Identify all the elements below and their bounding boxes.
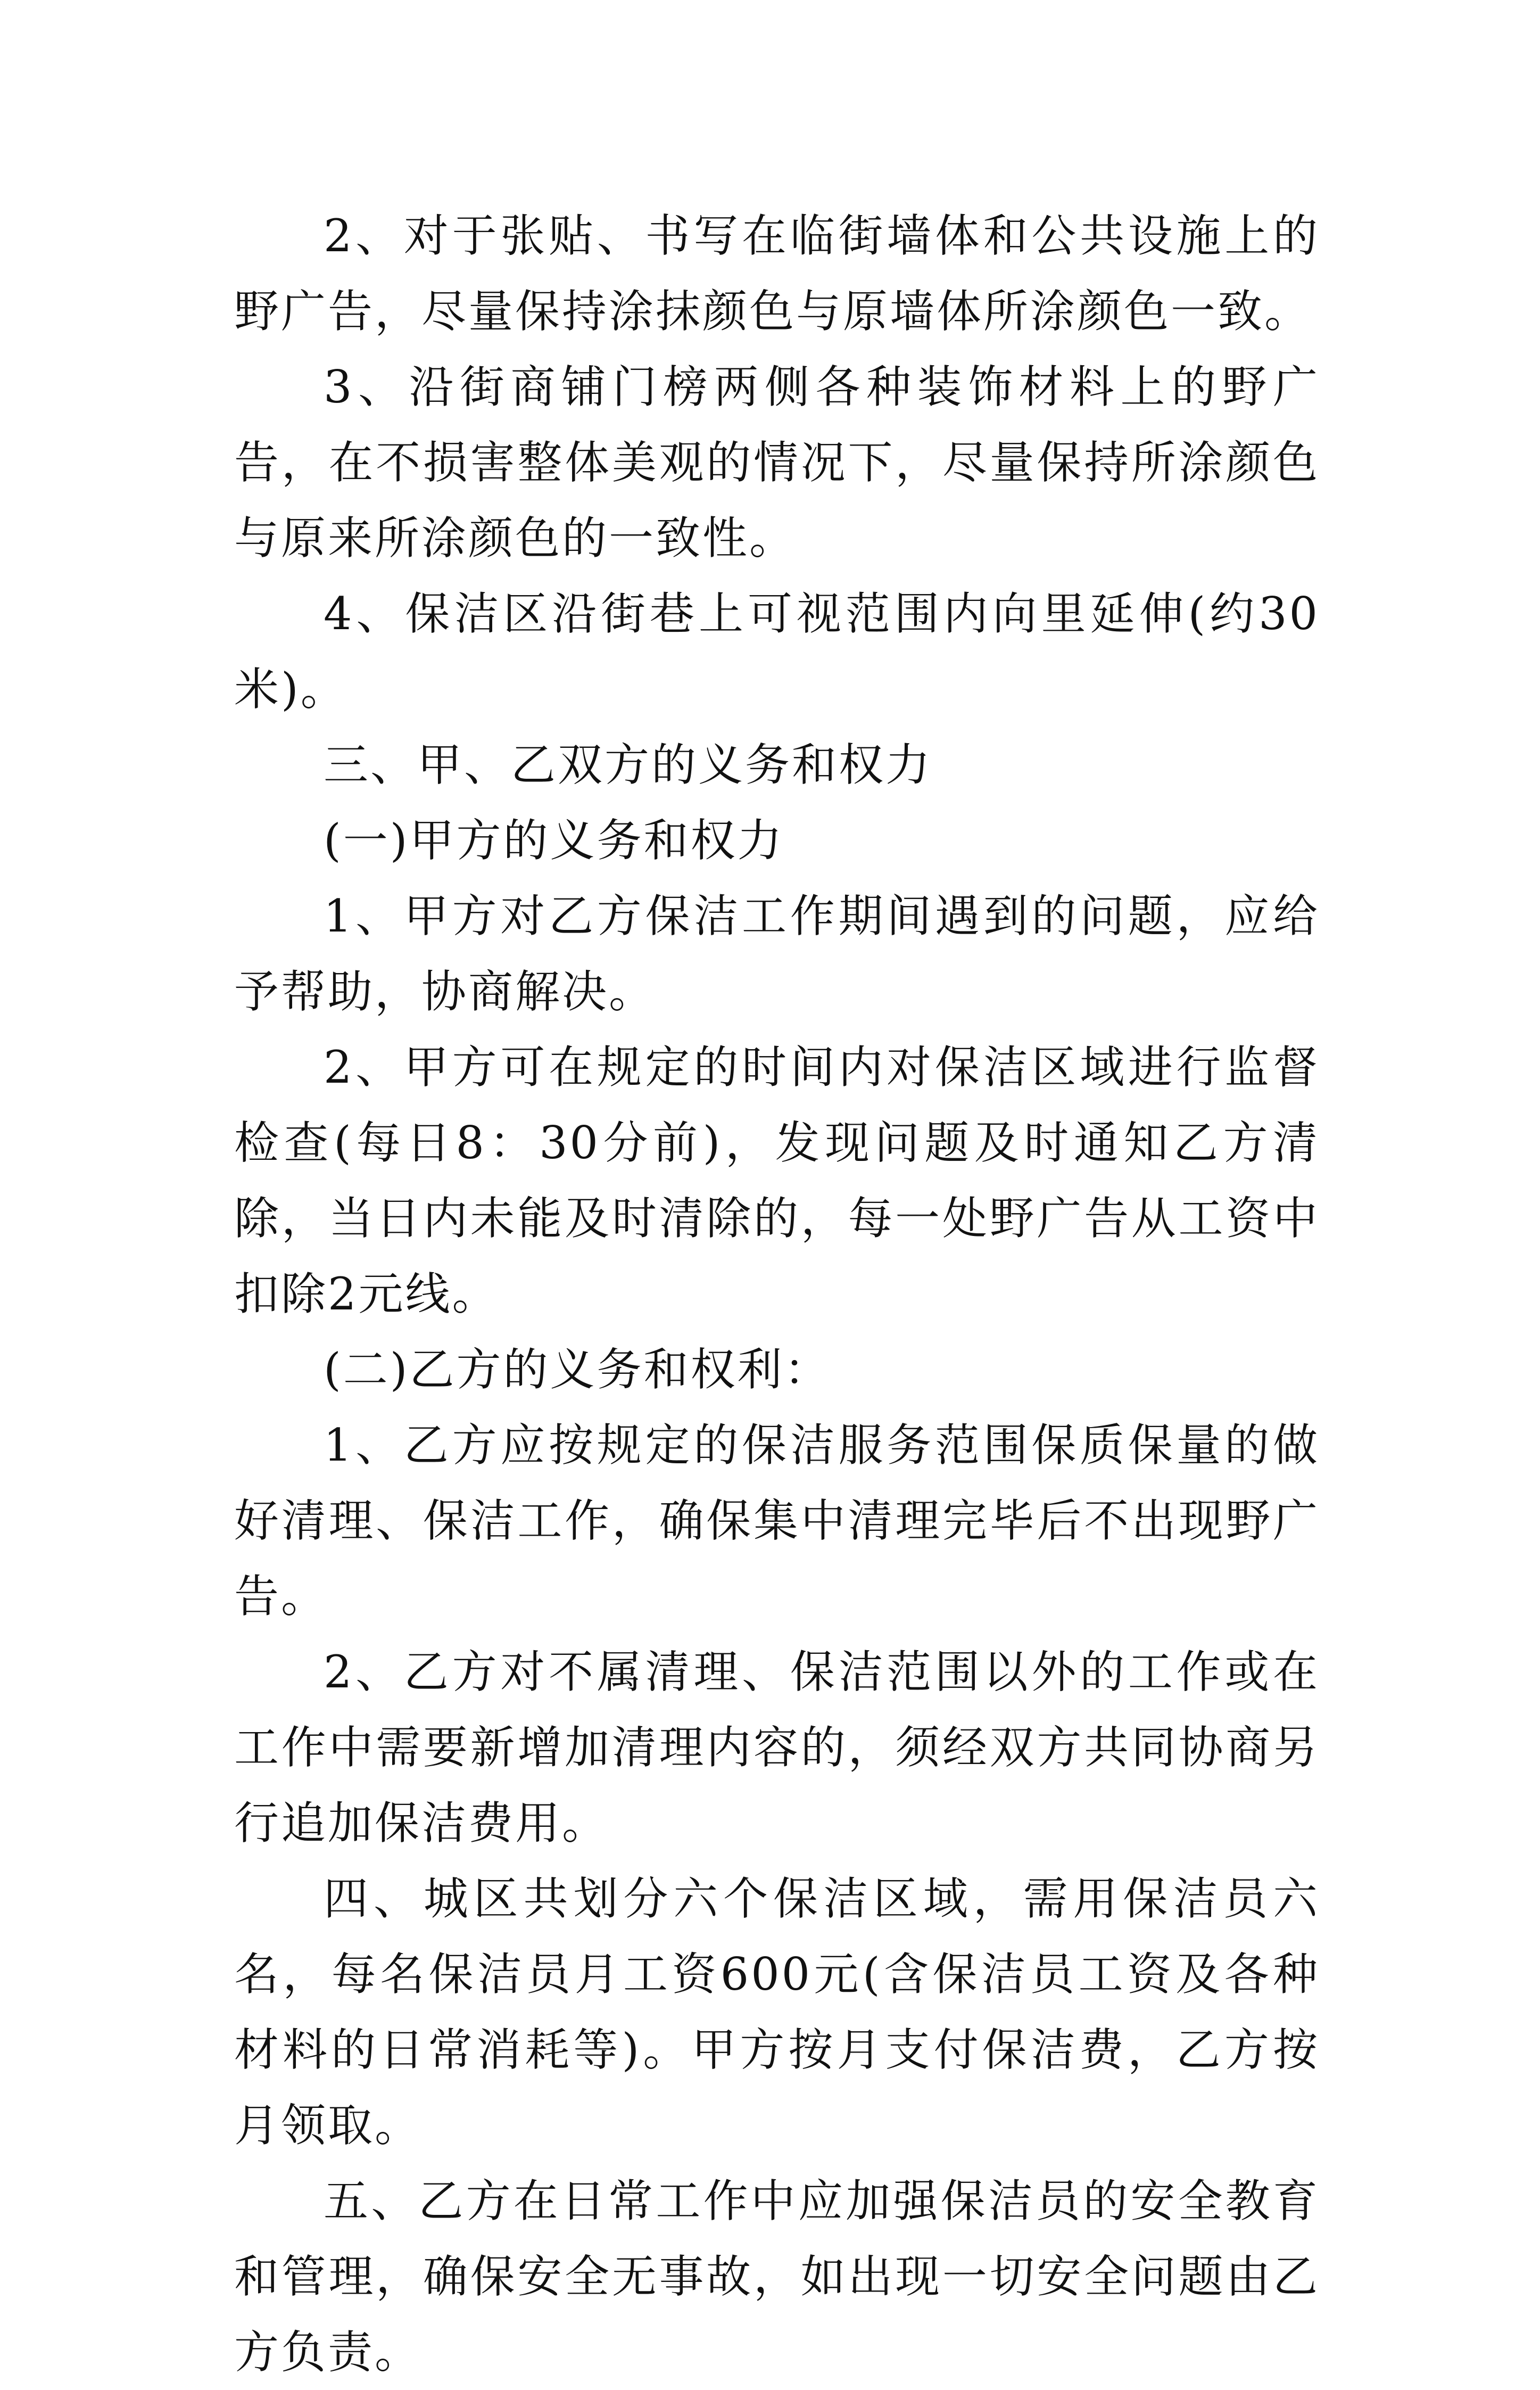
paragraph-cleaning-area: 4、保洁区沿街巷上可视范围内向里延伸(约30米)。 bbox=[234, 588, 1320, 715]
paragraph-party-a-help: 1、甲方对乙方保洁工作期间遇到的问题，应给予帮助，协商解决。 bbox=[234, 890, 1320, 1018]
section-heading-areas-wages: 四、城区共划分六个保洁区域，需用保洁员六名，每名保洁员月工资600元(含保洁员工资及各种材料的日常消耗等)。甲方按月支付保洁费，乙方按月领取。 bbox=[234, 1873, 1320, 2152]
section-heading-safety: 五、乙方在日常工作中应加强保洁员的安全教育和管理，确保安全无事故，如出现一切安全问题由乙方负责。 bbox=[234, 2175, 1320, 2378]
paragraph-shop-ads: 3、沿街商铺门榜两侧各种装饰材料上的野广告，在不损害整体美观的情况下，尽量保持所涂颜色与原来所涂颜色的一致性。 bbox=[234, 361, 1320, 564]
paragraph-party-b-cleaning: 1、乙方应按规定的保洁服务范围保质保量的做好清理、保洁工作，确保集中清理完毕后不出现野广告。 bbox=[234, 1419, 1320, 1622]
paragraph-wall-ads: 2、对于张贴、书写在临街墙体和公共设施上的野广告，尽量保持涂抹颜色与原墙体所涂颜色一致。 bbox=[234, 210, 1320, 337]
document-body bbox=[234, 198, 1320, 2390]
paragraph-party-a-inspection: 2、甲方可在规定的时间内对保洁区域进行监督检查(每日8：30分前)，发现问题及时通知乙方清除，当日内未能及时清除的，每一处野广告从工资中扣除2元线。 bbox=[234, 1041, 1320, 1320]
section-heading-obligations: 三、甲、乙双方的义务和权力 bbox=[324, 739, 933, 791]
subheading-party-b: (二)乙方的义务和权利： bbox=[324, 1344, 831, 1396]
subheading-party-a: (一)甲方的义务和权力 bbox=[324, 814, 784, 867]
paragraph-party-b-extra: 2、乙方对不属清理、保洁范围以外的工作或在工作中需要新增加清理内容的，须经双方共同协商另行追加保洁费用。 bbox=[234, 1646, 1320, 1849]
